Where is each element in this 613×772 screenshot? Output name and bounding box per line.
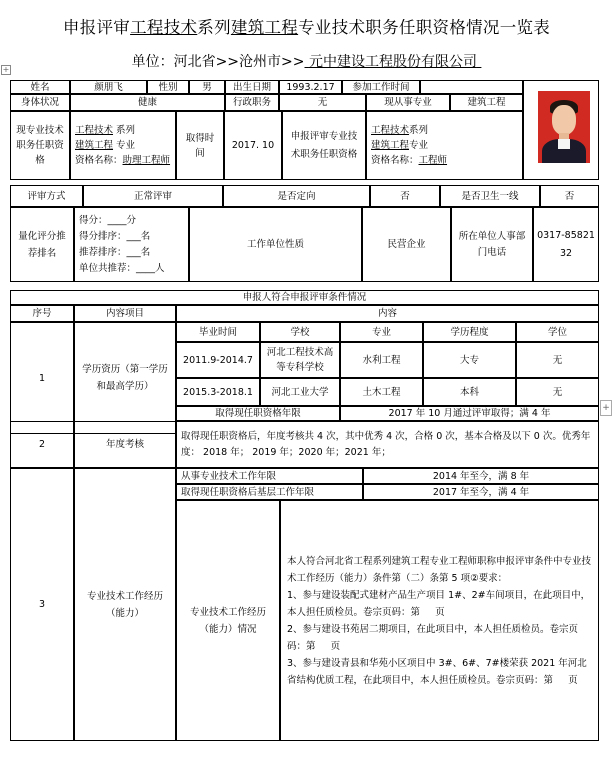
- phone-value: 0317-8582132: [533, 207, 599, 282]
- edu-no: 1: [10, 322, 74, 434]
- edu-header-major: 专业: [340, 322, 423, 342]
- col-no-header: 序号: [10, 305, 74, 322]
- edu-header-level: 学历程度: [423, 322, 516, 342]
- title-part: 专业技术职务任职资格情况一览表: [298, 18, 551, 37]
- cert-limit-value: 2017 年 10 月通过评审取得；满 4 年: [340, 406, 599, 421]
- directed-value: 否: [370, 185, 440, 207]
- ranking-label: 量化评分推荐排名: [10, 207, 74, 282]
- score: 得分：____分: [79, 214, 137, 226]
- frontline-label: 是否卫生一线: [440, 185, 540, 207]
- edu-row2-major: 土木工程: [340, 378, 423, 406]
- current-major-label: 现从事专业: [366, 94, 450, 111]
- score-rank: 得分排序：___名: [79, 230, 151, 242]
- page-title: [0, 14, 613, 38]
- table-move-handle-icon[interactable]: +: [2, 65, 10, 74]
- unit-value: 元中建设工程股份有限公司: [308, 54, 477, 70]
- gender-value: 男: [189, 80, 225, 94]
- prof-years-value: 2014 年至今，满 8 年: [363, 468, 599, 484]
- birth-value: 1993.2.17: [279, 80, 342, 94]
- unit-recommend: 单位共推荐：____人: [79, 262, 165, 274]
- title-part: 申报评审: [62, 18, 131, 37]
- frontline-value: 否: [540, 185, 599, 207]
- recommend-rank: 推荐排序：___名: [79, 246, 151, 258]
- title-series: 工程技术: [130, 18, 198, 37]
- work-start-value: [420, 80, 523, 94]
- edu-row2-time: 2015.3-2018.1: [176, 378, 260, 406]
- edu-header-school: 学校: [260, 322, 340, 342]
- section-title: 申报人符合申报评审条件情况: [10, 290, 599, 305]
- annual-item: 年度考核: [74, 421, 176, 468]
- current-qualification-value: 工程技术 系列 建筑工程 专业 资格名称：助理工程师: [70, 111, 176, 180]
- annual-no: 2: [10, 421, 74, 468]
- unit-line: [0, 51, 613, 71]
- edu-row1-time: 2011.9-2014.7: [176, 342, 260, 378]
- ranking-values: [74, 207, 189, 282]
- apply-major: 建筑工程: [371, 140, 410, 151]
- apply-qualification-value: 工程技术系列 建筑工程专业 资格名称：工程师: [366, 111, 523, 180]
- current-major: 建筑工程: [75, 140, 114, 151]
- edu-header-time: 毕业时间: [176, 322, 260, 342]
- col-item-header: 内容项目: [74, 305, 176, 322]
- name-value: 颜朋飞: [70, 80, 147, 94]
- prof-situation-text: 本人符合河北省工程系列建筑工程专业工程师职称申报评审条件中专业技术工作经历（能力）条件第（二）条第 5 项②要求： 1、参与建设装配式建材产品生产项目 1#、2#车间项目，在此项目中，本人担任质检员。卷宗页码：第 页 2、参与建设书苑居二期项目，在此项目中，本人担任质检员。卷宗页码：第 页 3、参与建设青县和华苑小区项目中 3#、6#、7#楼荣获 2021 年河北省结构优质工程，在此项目中，本人担任质检员。卷宗页码：第 页: [280, 500, 599, 741]
- review-method-label: 评审方式: [10, 185, 83, 207]
- prof-grassroots-value: 2017 年至今，满 4 年: [363, 484, 599, 500]
- current-qualification-label: 现专业技术职务任职资格: [10, 111, 70, 180]
- applicant-photo: [538, 91, 590, 163]
- admin-value: 无: [279, 94, 366, 111]
- edu-header-degree: 学位: [516, 322, 599, 342]
- directed-label: 是否定向: [223, 185, 370, 207]
- review-method-value: 正常评审: [83, 185, 223, 207]
- health-value: 健康: [70, 94, 225, 111]
- annual-text: 取得现任职资格后，年度考核共 4 次，其中优秀 4 次，合格 0 次，基本合格及以下 0 次。优秀年度： 2018 年； 2019 年；2020 年；2021 年；: [176, 421, 599, 468]
- prof-no: 3: [10, 468, 74, 741]
- edu-row2-degree: 无: [516, 378, 599, 406]
- col-content-header: 内容: [176, 305, 599, 322]
- edu-row2-level: 本科: [423, 378, 516, 406]
- edu-row1-school: 河北工程技术高等专科学校: [260, 342, 340, 378]
- apply-qualification-label: 申报评审专业技术职务任职资格: [282, 111, 366, 180]
- current-major-value: 建筑工程: [450, 94, 523, 111]
- phone-label: 所在单位人事部门电话: [451, 207, 533, 282]
- health-label: 身体状况: [10, 94, 70, 111]
- work-start-label: 参加工作时间: [342, 80, 420, 94]
- prof-item: 专业技术工作经历（能力）: [74, 468, 176, 741]
- prof-situation-label: 专业技术工作经历（能力）情况: [176, 500, 280, 741]
- apply-series: 工程技术: [371, 125, 410, 136]
- prof-grassroots-label: 取得现任职资格后基层工作年限: [176, 484, 363, 500]
- obtained-label: 取得时间: [176, 111, 224, 180]
- unit-label: 单位：河北省>>沧州市>>: [131, 54, 305, 70]
- cert-limit-label: 取得现任职资格年限: [176, 406, 340, 421]
- edu-row1-degree: 无: [516, 342, 599, 378]
- edu-row1-major: 水利工程: [340, 342, 423, 378]
- current-qualification-name: 助理工程师: [122, 155, 171, 166]
- unit-nature-label: 工作单位性质: [189, 207, 362, 282]
- qualification-table: [11, 81, 600, 742]
- edu-row2-school: 河北工业大学: [260, 378, 340, 406]
- unit-nature-value: 民营企业: [362, 207, 451, 282]
- title-major: 建筑工程: [230, 18, 299, 37]
- edu-row1-level: 大专: [423, 342, 516, 378]
- gender-label: 性别: [147, 80, 189, 94]
- obtained-value: 2017. 10: [224, 111, 282, 180]
- birth-label: 出生日期: [225, 80, 279, 94]
- current-series: 工程技术: [75, 125, 114, 136]
- title-part: 系列: [197, 18, 231, 37]
- apply-qualification-name: 工程师: [418, 155, 448, 166]
- name-label: 姓名: [10, 80, 70, 94]
- table-resize-handle-icon[interactable]: +: [600, 400, 612, 416]
- edu-item: 学历资历（第一学历和最高学历）: [74, 322, 176, 434]
- admin-label: 行政职务: [225, 94, 279, 111]
- prof-years-label: 从事专业技术工作年限: [176, 468, 363, 484]
